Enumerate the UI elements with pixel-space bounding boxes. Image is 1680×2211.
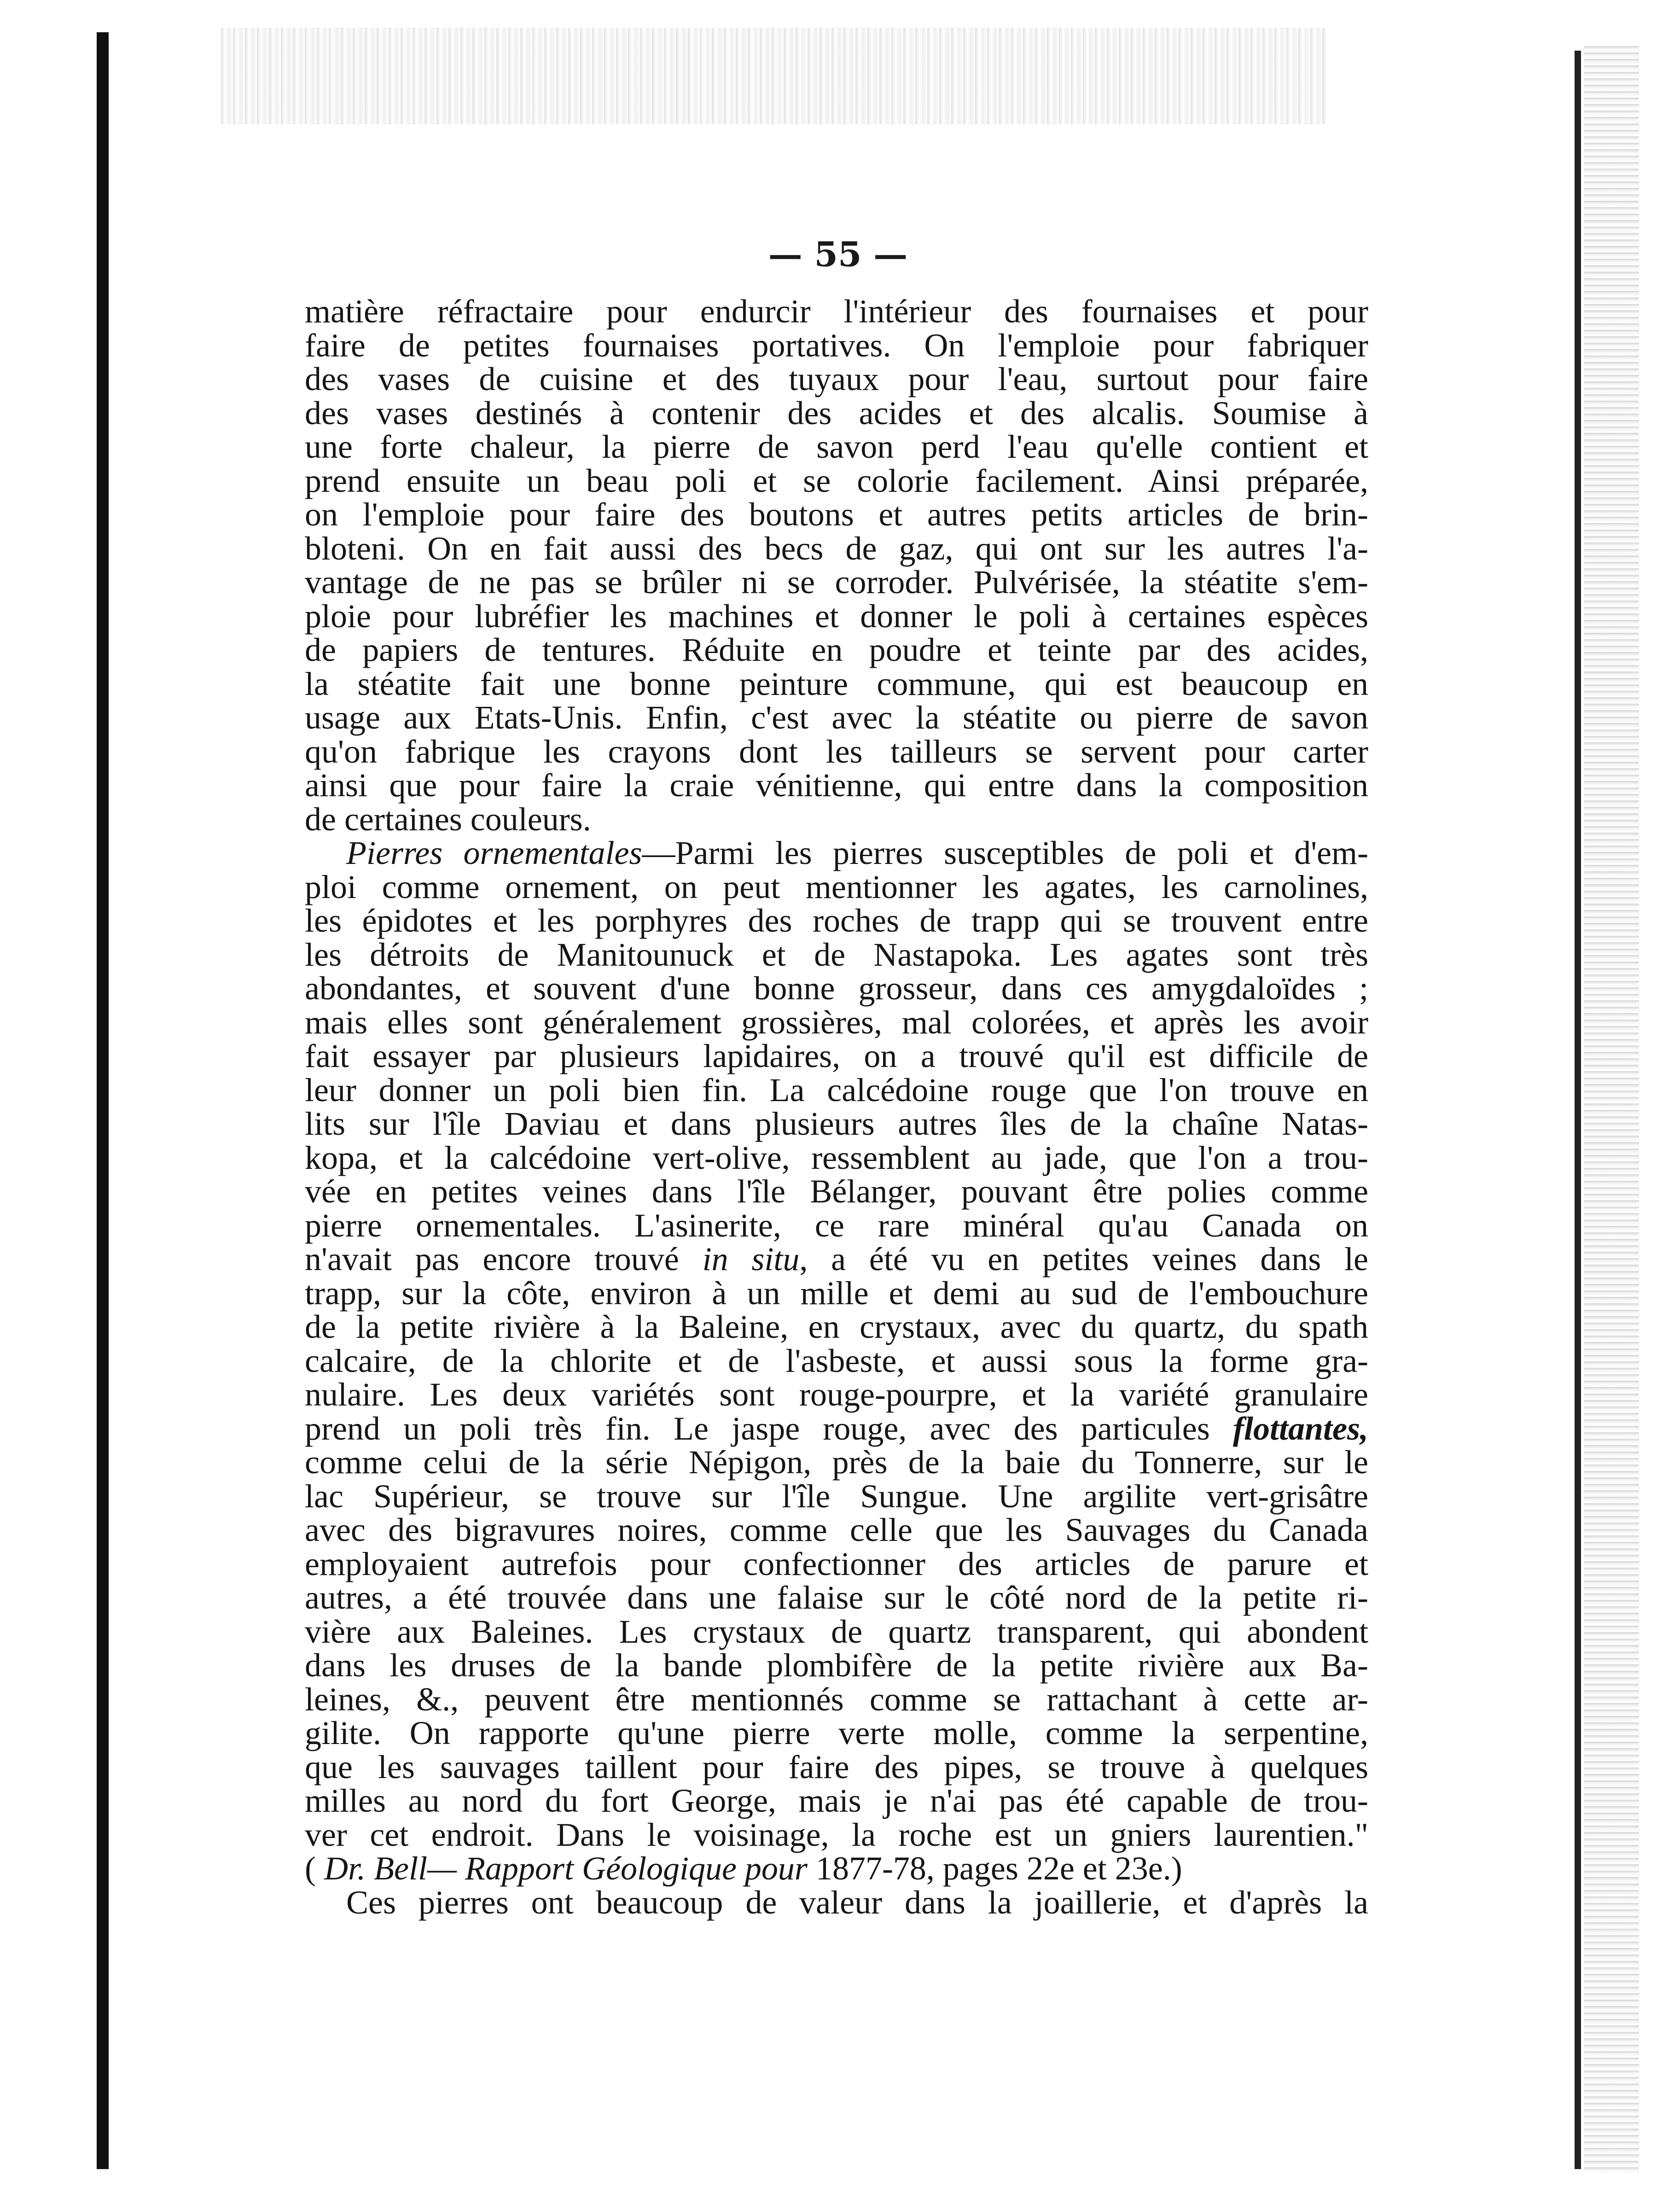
text-line: matière réfractaire pour endurcir l'intérieur des fournaises et pour xyxy=(305,293,1368,330)
text-line: usage aux Etats-Unis. Enfin, c'est avec la stéatite ou pierre de savon xyxy=(305,699,1368,736)
scan-noise-right xyxy=(1584,46,1639,2174)
text-run: ( xyxy=(305,1850,324,1887)
scan-noise-top xyxy=(221,28,1326,124)
text-line: la stéatite fait une bonne peinture commune, qui est beaucoup en xyxy=(305,665,1368,702)
scan-binding-edge-right xyxy=(1575,51,1581,2169)
citation-work: Rapport Géologique pour xyxy=(465,1850,808,1887)
text-run: , a été vu en petites veines dans le xyxy=(799,1241,1369,1278)
text-line xyxy=(305,836,1368,870)
text-line: trapp, sur la côte, environ à un mille et demi au sud de l'embouchure xyxy=(305,1274,1368,1312)
text-line: fait essayer par plusieurs lapidaires, on a trouvé qu'il est difficile de xyxy=(305,1038,1368,1074)
text-line: lac Supérieur, se trouve sur l'île Sungue. Une argilite vert-grisâtre xyxy=(305,1477,1368,1515)
body-text xyxy=(305,295,1368,1919)
text-line: faire de petites fournaises portatives. On l'emploie pour fabriquer xyxy=(305,327,1368,364)
scan-binding-edge-left xyxy=(97,32,109,2169)
text-line: employaient autrefois pour confectionner des articles de parure et xyxy=(305,1545,1368,1582)
text-line: lits sur l'île Daviau et dans plusieurs autres îles de la chaîne Natas- xyxy=(305,1105,1368,1142)
text-line: calcaire, de la chlorite et de l'asbeste, et aussi sous la forme gra- xyxy=(305,1342,1368,1379)
text-line: les épidotes et les porphyres des roches de trapp qui se trouvent entre xyxy=(305,902,1368,939)
text-line: leines, &., peuvent être mentionnés comme se rattachant à cette ar- xyxy=(305,1680,1368,1718)
text-line: leur donner un poli bien fin. La calcédoine rouge que l'on trouve en xyxy=(305,1071,1368,1108)
text-line: kopa, et la calcédoine vert-olive, ressemblent au jade, que l'on a trou- xyxy=(305,1139,1368,1176)
text-line: de la petite rivière à la Baleine, en crystaux, avec du quartz, du spath xyxy=(305,1308,1368,1345)
text-line: une forte chaleur, la pierre de savon perd l'eau qu'elle contient et xyxy=(305,428,1368,465)
text-line: vantage de ne pas se brûler ni se corroder. Pulvérisée, la stéatite s'em- xyxy=(305,564,1368,601)
text-line: Ces pierres ont beaucoup de valeur dans la joaillerie, et d'après la xyxy=(346,1884,1368,1921)
text-line: ainsi que pour faire la craie vénitienne, qui entre dans la composition xyxy=(305,767,1368,804)
text-line: milles au nord du fort George, mais je n'ai pas été capable de trou- xyxy=(305,1782,1368,1819)
text-line: gilite. On rapporte qu'une pierre verte molle, comme la serpentine, xyxy=(305,1715,1368,1751)
text-line xyxy=(305,1243,1368,1277)
text-line: nulaire. Les deux variétés sont rouge-pourpre, et la variété granulaire xyxy=(305,1376,1368,1413)
text-line: pierre ornementales. L'asinerite, ce rare minéral qu'au Canada on xyxy=(305,1207,1368,1244)
text-line: on l'emploie pour faire des boutons et autres petits articles de brin- xyxy=(305,496,1368,533)
text-line: qu'on fabrique les crayons dont les tailleurs se servent pour carter xyxy=(305,733,1368,770)
text-line: ver cet endroit. Dans le voisinage, la roche est un gniers laurentien." xyxy=(305,1816,1368,1853)
text-line: vière aux Baleines. Les crystaux de quartz transparent, qui abondent xyxy=(305,1613,1368,1650)
text-line: des vases de cuisine et des tuyaux pour l'eau, surtout pour faire xyxy=(305,361,1368,397)
text-line: abondantes, et souvent d'une bonne grosseur, dans ces amygdaloïdes ; xyxy=(305,970,1368,1007)
text-run: n'avait pas encore trouvé xyxy=(305,1241,703,1278)
text-line: bloteni. On en fait aussi des becs de gaz, qui ont sur les autres l'a- xyxy=(305,530,1368,567)
text-line: des vases destinés à contenir des acides et des alcalis. Soumise à xyxy=(305,394,1368,432)
text-line: dans les druses de la bande plombifère de la petite rivière aux Ba- xyxy=(305,1647,1368,1684)
latin-term: in situ xyxy=(702,1241,800,1278)
emphasized-term: flottantes, xyxy=(1232,1410,1368,1447)
text-line: autres, a été trouvée dans une falaise sur le côté nord de la petite ri- xyxy=(305,1579,1368,1616)
text-line: que les sauvages taillent pour faire des pipes, se trouve à quelques xyxy=(305,1748,1368,1785)
text-run: —Parmi les pierres susceptibles de poli et d'em- xyxy=(642,834,1368,871)
text-line: comme celui de la série Népigon, près de la baie du Tonnerre, sur le xyxy=(305,1444,1368,1481)
page-number: — 55 — xyxy=(768,235,908,274)
text-line: avec des bigravures noires, comme celle que les Sauvages du Canada xyxy=(305,1511,1368,1548)
text-line: ploie pour lubréfier les machines et donner le poli à certaines espèces xyxy=(305,597,1368,635)
citation-author: Dr. Bell— xyxy=(324,1850,457,1887)
text-line: de certaines couleurs. xyxy=(305,800,591,838)
text-line: de papiers de tentures. Réduite en poudre et teinte par des acides, xyxy=(305,631,1368,668)
text-line: ploi comme ornement, on peut mentionner les agates, les carnolines, xyxy=(305,868,1368,905)
text-line: vée en petites veines dans l'île Bélanger, pouvant être polies comme xyxy=(305,1173,1368,1210)
text-line: les détroits de Manitounuck et de Nastapoka. Les agates sont très xyxy=(305,936,1368,973)
section-heading: Pierres ornementales xyxy=(346,834,642,871)
text-run: prend un poli très fin. Le jaspe rouge, avec des particules xyxy=(305,1410,1233,1447)
text-run: 1877-78, pages 22e et 23e.) xyxy=(807,1850,1182,1887)
text-line xyxy=(305,1412,1368,1446)
text-line: mais elles sont généralement grossières, mal colorées, et après les avoir xyxy=(305,1003,1368,1041)
text-line: prend ensuite un beau poli et se colorie facilement. Ainsi préparée, xyxy=(305,462,1368,499)
citation-line xyxy=(305,1852,1368,1886)
